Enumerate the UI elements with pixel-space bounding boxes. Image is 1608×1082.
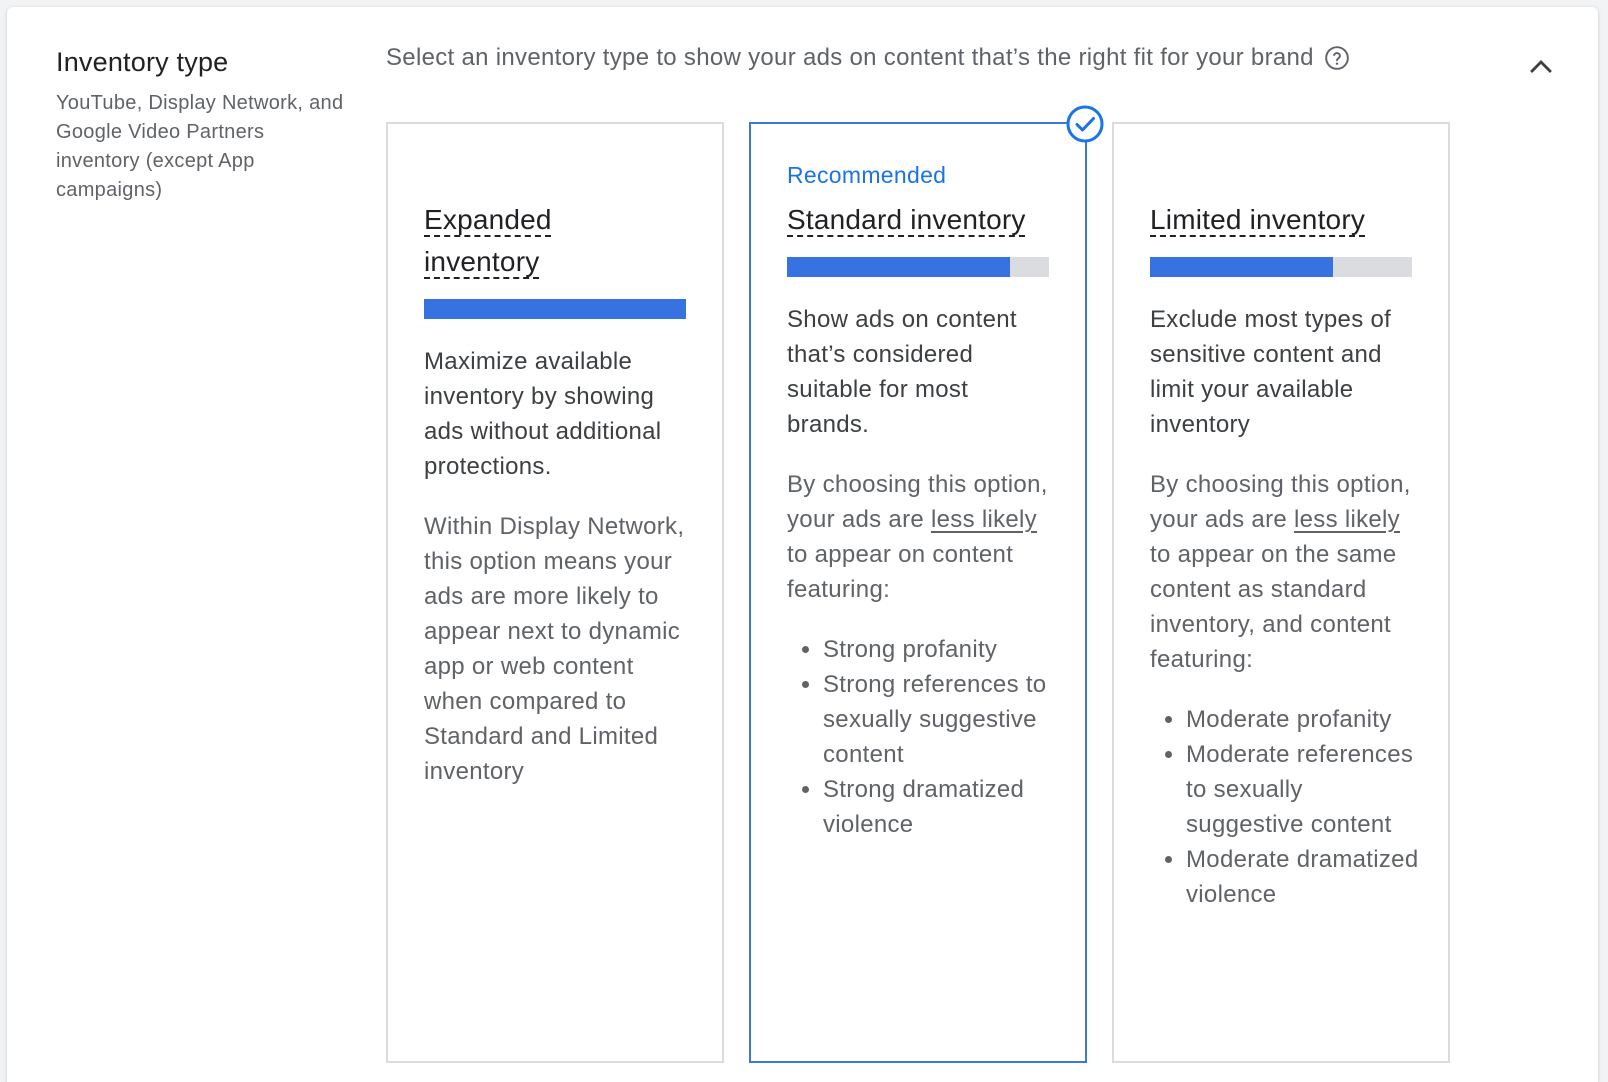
recommended-badge: Recommended bbox=[787, 162, 947, 188]
inventory-type-panel bbox=[7, 7, 1598, 1082]
card-title bbox=[787, 199, 1057, 241]
inventory-meter-fill bbox=[1150, 257, 1333, 277]
list-item: • Moderate profanity bbox=[1186, 702, 1420, 737]
card-lead: Show ads on content that’s considered suitable for most brands. bbox=[787, 306, 1017, 438]
card-lead: Maximize available inventory by showing ads without additional protections. bbox=[424, 348, 662, 480]
collapse-button[interactable] bbox=[1521, 47, 1561, 87]
list-item: • Moderate references to sexually suggestive content bbox=[1186, 737, 1420, 842]
card-title-text[interactable]: Standard inventory bbox=[787, 204, 1026, 235]
chevron-up-icon bbox=[1524, 50, 1558, 84]
inventory-meter bbox=[787, 257, 1049, 277]
card-lead: Exclude most types of sensitive content and limit your available inventory bbox=[1150, 306, 1392, 438]
card-body-pre: By choosing this option, your ads are bbox=[787, 471, 1048, 533]
section-info bbox=[56, 45, 346, 205]
card-body: Within Display Network, this option means your ads are more likely to appear next to dynamic app or web content when compared to Standard and Limited inventory bbox=[424, 513, 685, 785]
section-header-text: Select an inventory type to show your ads on content that’s the right fit for your brand bbox=[386, 44, 1314, 71]
card-body-pre: By choosing this option, your ads are bbox=[1150, 471, 1411, 533]
card-bullets bbox=[1150, 702, 1420, 912]
card-title-line2[interactable]: inventory bbox=[424, 246, 540, 277]
list-item: • Strong references to sexually suggestive content bbox=[823, 667, 1057, 772]
inventory-meter bbox=[1150, 257, 1412, 277]
less-likely-link[interactable]: less likely bbox=[930, 506, 1037, 533]
card-title bbox=[1150, 199, 1420, 241]
card-title bbox=[424, 199, 694, 283]
card-title-line1[interactable]: Expanded bbox=[424, 204, 552, 235]
card-bullets bbox=[787, 632, 1057, 842]
card-body-post: to appear on content featuring: bbox=[787, 541, 1014, 603]
card-body bbox=[787, 467, 1057, 607]
card-title-text[interactable]: Limited inventory bbox=[1150, 204, 1366, 235]
list-item: • Strong dramatized violence bbox=[823, 772, 1057, 842]
section-header bbox=[386, 44, 1350, 72]
section-title: Inventory type bbox=[56, 47, 229, 77]
help-circle-icon[interactable] bbox=[1324, 45, 1350, 71]
card-limited-inventory[interactable] bbox=[1112, 122, 1450, 1063]
list-item: • Strong profanity bbox=[823, 632, 1057, 667]
less-likely-link[interactable]: less likely bbox=[1293, 506, 1400, 533]
card-standard-inventory[interactable] bbox=[749, 122, 1087, 1063]
section-subtitle: YouTube, Display Network, and Google Video Partners inventory (except App campaigns) bbox=[56, 92, 344, 201]
inventory-meter bbox=[424, 299, 686, 319]
check-circle-icon bbox=[1065, 104, 1105, 144]
card-expanded-inventory[interactable] bbox=[386, 122, 724, 1063]
inventory-meter-fill bbox=[424, 299, 686, 319]
inventory-meter-fill bbox=[787, 257, 1010, 277]
list-item: • Moderate dramatized violence bbox=[1186, 842, 1420, 912]
card-body bbox=[1150, 467, 1420, 677]
card-body-post: to appear on the same content as standard inventory, and content featuring: bbox=[1150, 541, 1397, 673]
